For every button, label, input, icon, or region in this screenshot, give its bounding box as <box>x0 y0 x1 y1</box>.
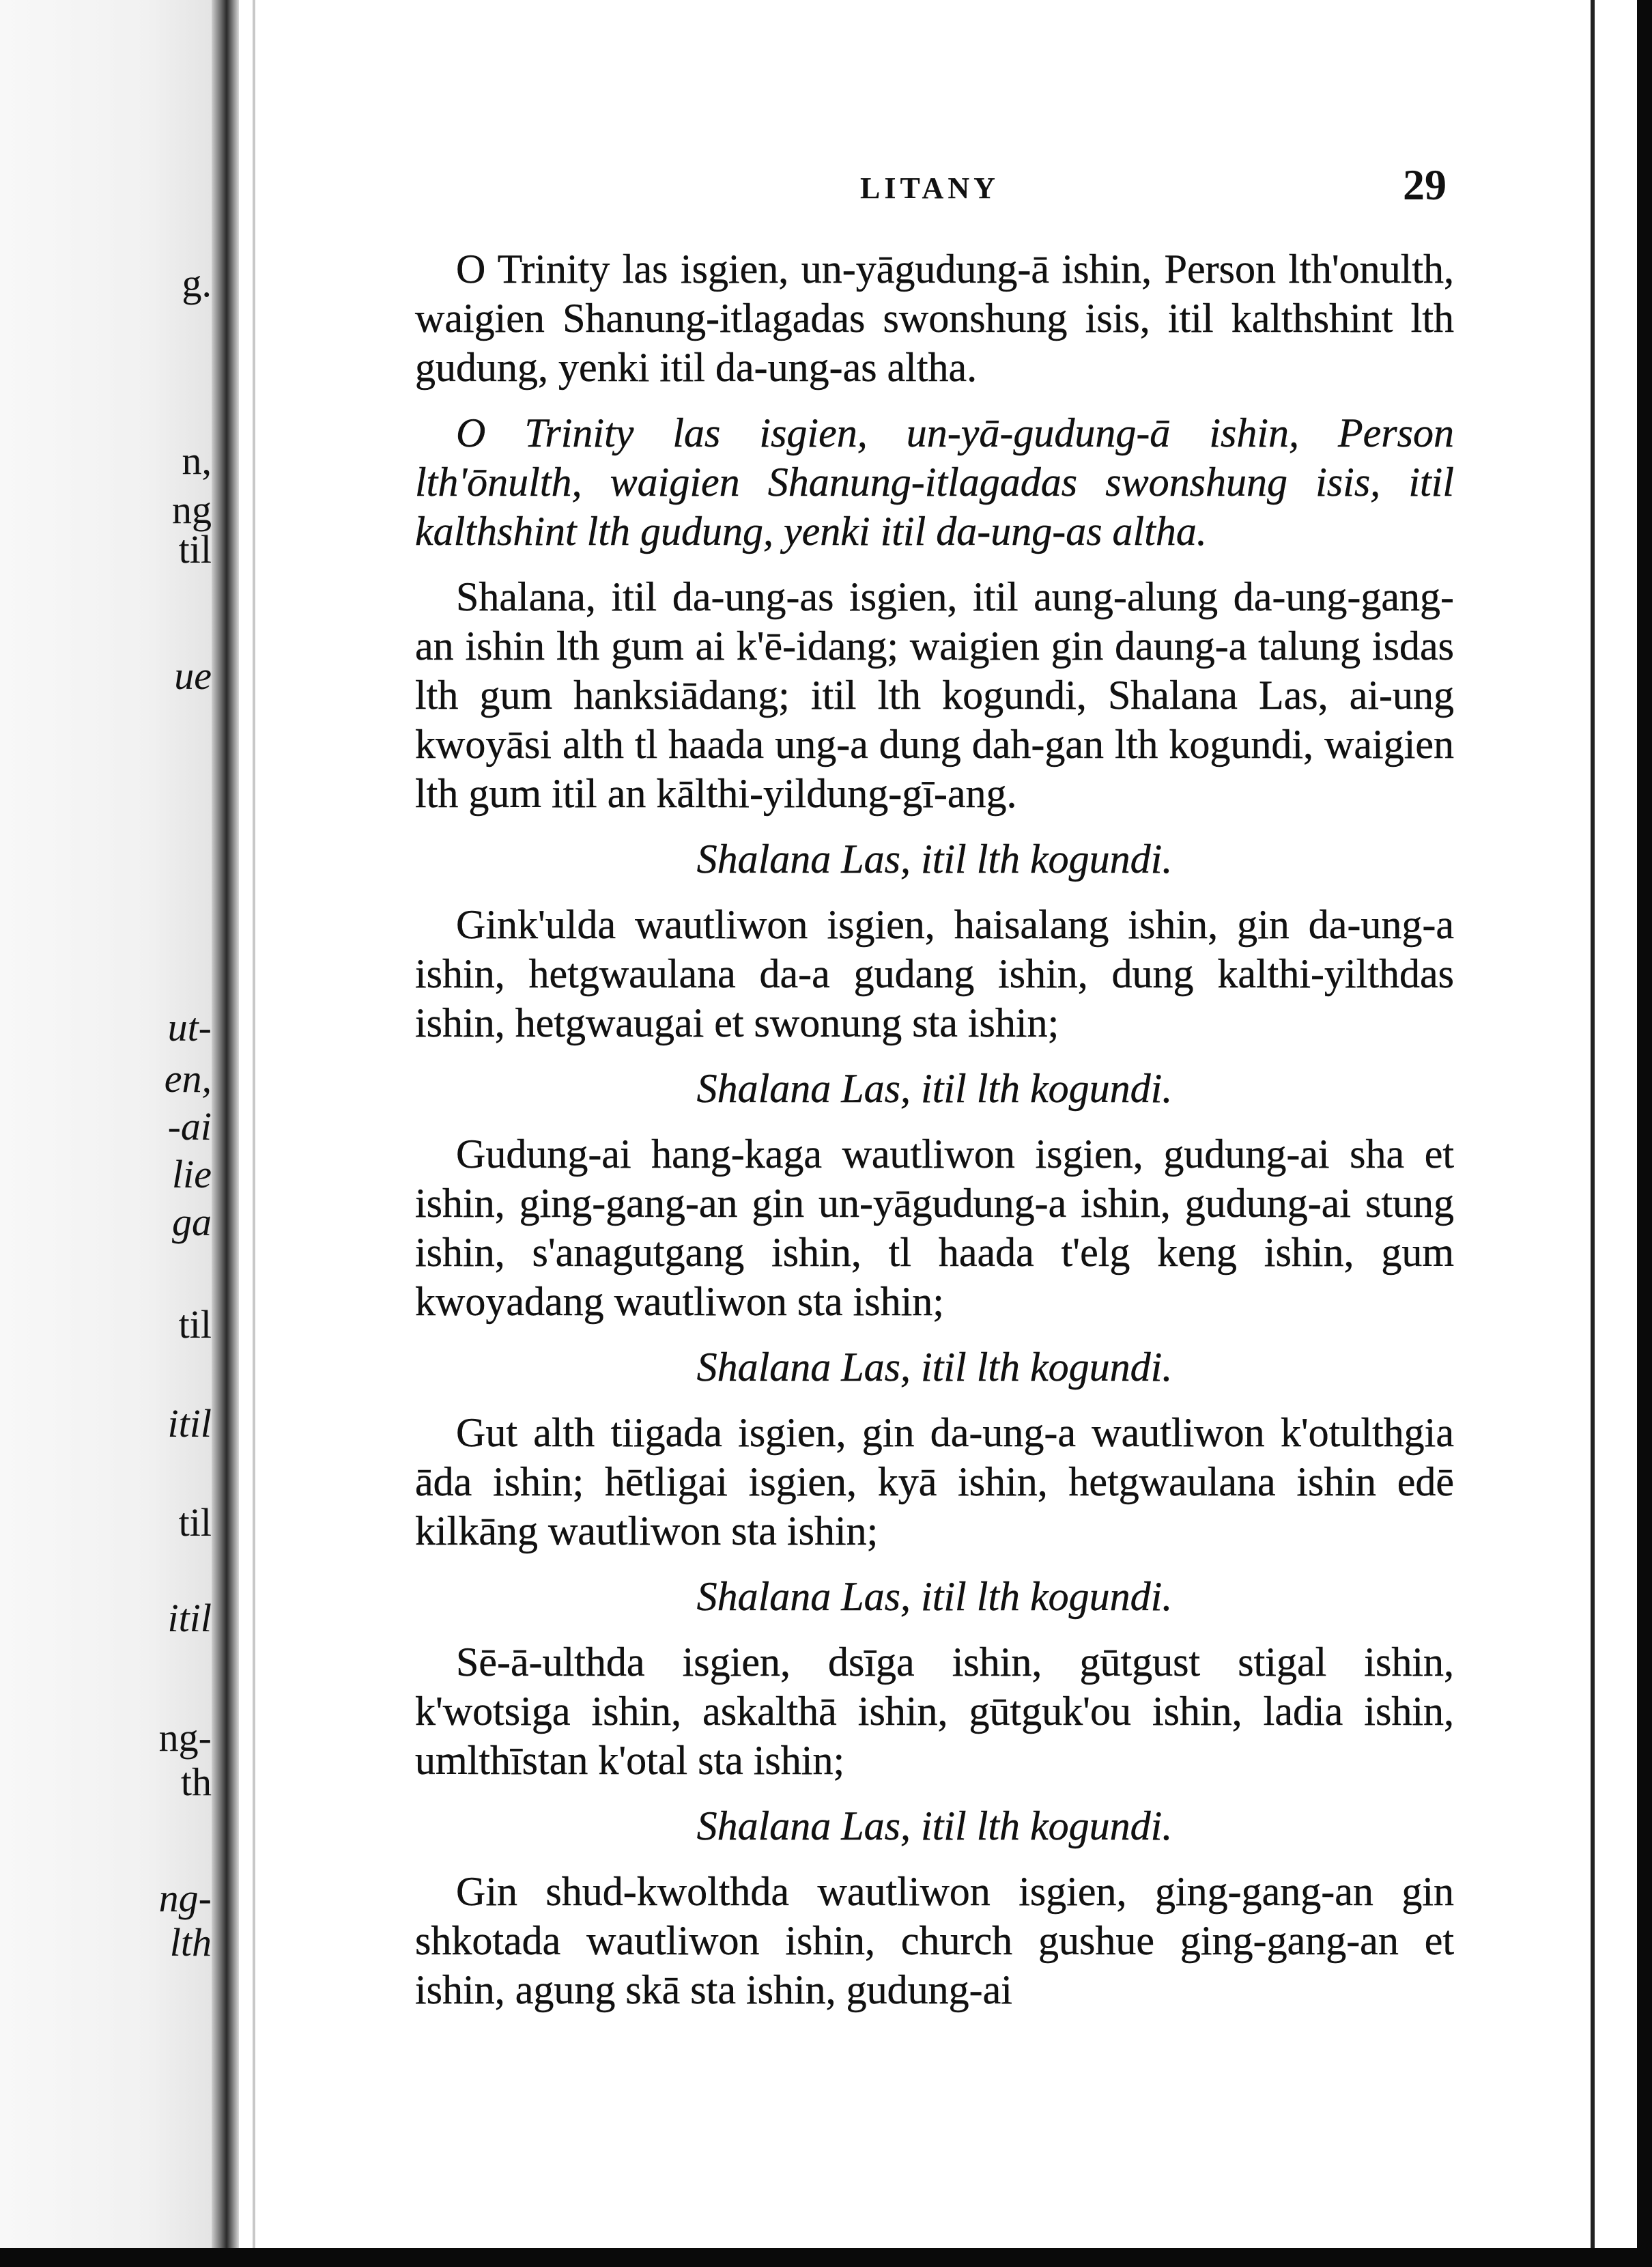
previous-page-fragment: th <box>180 1760 212 1804</box>
previous-page-fragment: -ai <box>167 1104 212 1149</box>
previous-page-fragment: ut- <box>167 1005 212 1050</box>
body-text <box>415 244 1454 2031</box>
previous-page-fragment: lie <box>172 1152 212 1196</box>
previous-page-fragment: itil <box>167 1401 212 1446</box>
previous-page-fragment: ue <box>174 653 212 698</box>
page-header <box>259 160 1591 219</box>
book-gutter <box>212 0 239 2248</box>
litany-response: Shalana Las, itil lth kogundi. <box>696 1803 1173 1848</box>
previous-page-fragment: til <box>178 527 212 572</box>
previous-page-fragment: n, <box>182 438 212 483</box>
paragraph: Gut alth tiigada isgien, gin da-ung-a wautliwon k'otulthgia āda ishin; hētligai isgien, kyā ishin, hetgwaulana ishin edē kilkāng wautliwon sta ishin; <box>415 1410 1454 1553</box>
page-edge-line <box>253 0 255 2248</box>
previous-page-fragment: ng- <box>158 1876 212 1920</box>
scan-border-right <box>1637 0 1652 2267</box>
paragraph: Shalana, itil da-ung-as isgien, itil aung-alung da-ung-gang-an ishin lth gum ai k'ē-idang; waigien gin daung-a talung isdas lth gum hanksiādang; itil lth kogundi, Shalana Las, ai-ung kwoyāsi alth tl haada ung-a dung dah-gan lth kogundi, waigien lth gum itil an kālthi-yildung-gī-ang. <box>415 574 1454 816</box>
previous-page-fragment: til <box>178 1500 212 1545</box>
previous-page-fragment: til <box>178 1302 212 1347</box>
paragraph: Gudung-ai hang-kaga wautliwon isgien, gudung-ai sha et ishin, ging-gang-an gin un-yāgudung-a ishin, gudung-ai stung ishin, s'anagutgang ishin, tl haada t'elg keng ishin, gum kwoyadang wautliwon sta ishin; <box>415 1131 1454 1324</box>
previous-page-fragment: ga <box>172 1200 212 1244</box>
italic-paragraph: O Trinity las isgien, un-yā-gudung-ā ishin, Person lth'ōnulth, waigien Shanung-itlagadas swonshung isis, itil kalthshint lth gudung, yenki itil da-ung-as altha. <box>415 410 1454 554</box>
paragraph: Gink'ulda wautliwon isgien, haisalang ishin, gin da-ung-a ishin, hetgwaulana da-a gudang ishin, dung kalthi-yilthdas ishin, hetgwaugai et swonung sta ishin; <box>415 902 1454 1045</box>
litany-response: Shalana Las, itil lth kogundi. <box>696 1066 1173 1111</box>
paragraph: O Trinity las isgien, un-yāgudung-ā ishin, Person lth'onulth, waigien Shanung-itlagadas swonshung isis, itil kalthshint lth gudung, yenki itil da-ung-as altha. <box>415 247 1454 390</box>
running-head: LITANY <box>860 171 999 205</box>
scan-border-bottom <box>0 2248 1652 2267</box>
paragraph: Gin shud-kwolthda wautliwon isgien, ging-gang-an gin shkotada wautliwon ishin, church gushue ging-gang-an et ishin, agung skā sta ishin, gudung-ai <box>415 1869 1454 2012</box>
previous-page-edge <box>0 0 212 2248</box>
previous-page-fragment: itil <box>167 1596 212 1640</box>
previous-page-fragment: g. <box>182 261 212 305</box>
paragraph: Sē-ā-ulthda isgien, dsīga ishin, gūtgust stigal ishin, k'wotsiga ishin, askalthā ishin, gūtguk'ou ishin, ladia ishin, umlthīstan k'otal sta ishin; <box>415 1639 1454 1783</box>
page <box>259 0 1591 2248</box>
litany-response: Shalana Las, itil lth kogundi. <box>696 1344 1173 1390</box>
litany-response: Shalana Las, itil lth kogundi. <box>696 836 1173 882</box>
litany-response: Shalana Las, itil lth kogundi. <box>696 1574 1173 1619</box>
page-number: 29 <box>1403 160 1447 209</box>
previous-page-fragment: ng- <box>158 1715 212 1760</box>
outer-page-border <box>1591 0 1607 2248</box>
previous-page-fragment: ng <box>172 488 212 532</box>
previous-page-fragment: en, <box>164 1056 212 1101</box>
previous-page-fragment: lth <box>169 1920 212 1965</box>
